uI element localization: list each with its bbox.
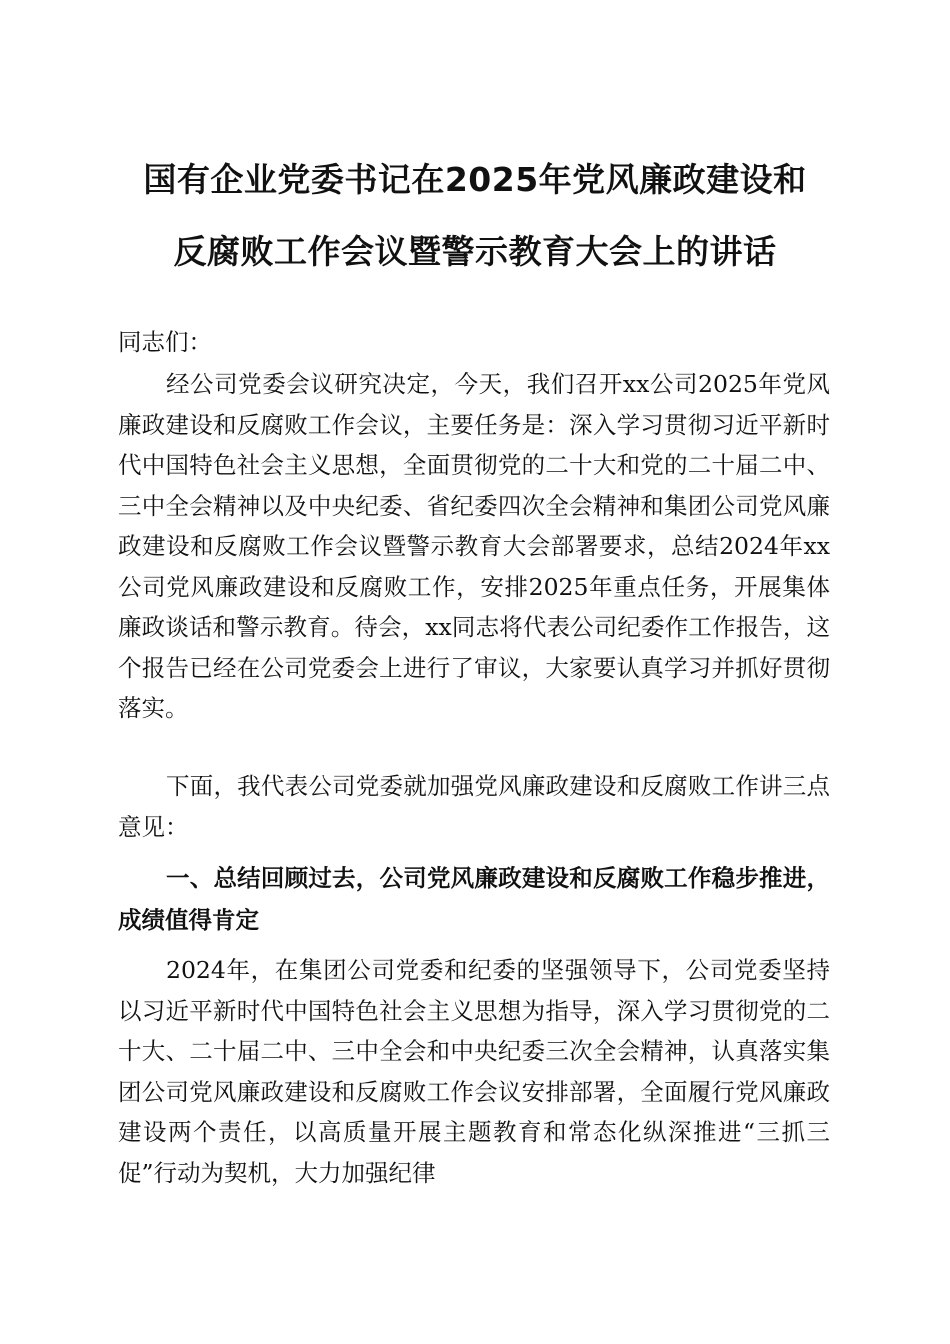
paragraph-transition: 下面，我代表公司党委就加强党风廉政建设和反腐败工作讲三点意见： [118, 772, 830, 841]
paragraph-review: 2024年，在集团公司党委和纪委的坚强领导下，公司党委坚持以习近平新时代中国特色社会主义思想为指导，深入学习贯彻党的二十大、二十届二中、三中全会和中央纪委三次全会精神，认真落实集团公司党风廉政建设和反腐败工作会议安排部署，全面履行党风廉政建设两个责任，以高质量开展主题教育和常态化纵深推进“三抓三促”行动为契机，大力加强纪律 [118, 956, 830, 1187]
paragraph-intro: 经公司党委会议研究决定，今天，我们召开xx公司2025年党风廉政建设和反腐败工作会议，主要任务是：深入学习贯彻习近平新时代中国特色社会主义思想，全面贯彻党的二十大和党的二十届二中、三中全会精神以及中央纪委、省纪委四次全会精神和集团公司党风廉政建设和反腐败工作会议暨警示教育大会部署要求，总结2024年xx公司党风廉政建设和反腐败工作，安排2025年重点任务，开展集体廉政谈话和警示教育。待会，xx同志将代表公司纪委作工作报告，这个报告已经在公司党委会上进行了审议，大家要认真学习并抓好贯彻落实。 [118, 370, 830, 722]
document-title-line-2: 反腐败工作会议暨警示教育大会上的讲话 [173, 232, 777, 271]
document-title-line-1: 国有企业党委书记在2025年党风廉政建设和 [143, 160, 807, 199]
section-heading-1: 一、总结回顾过去，公司党风廉政建设和反腐败工作稳步推进，成绩值得肯定 [118, 864, 830, 934]
greeting: 同志们： [118, 328, 212, 356]
